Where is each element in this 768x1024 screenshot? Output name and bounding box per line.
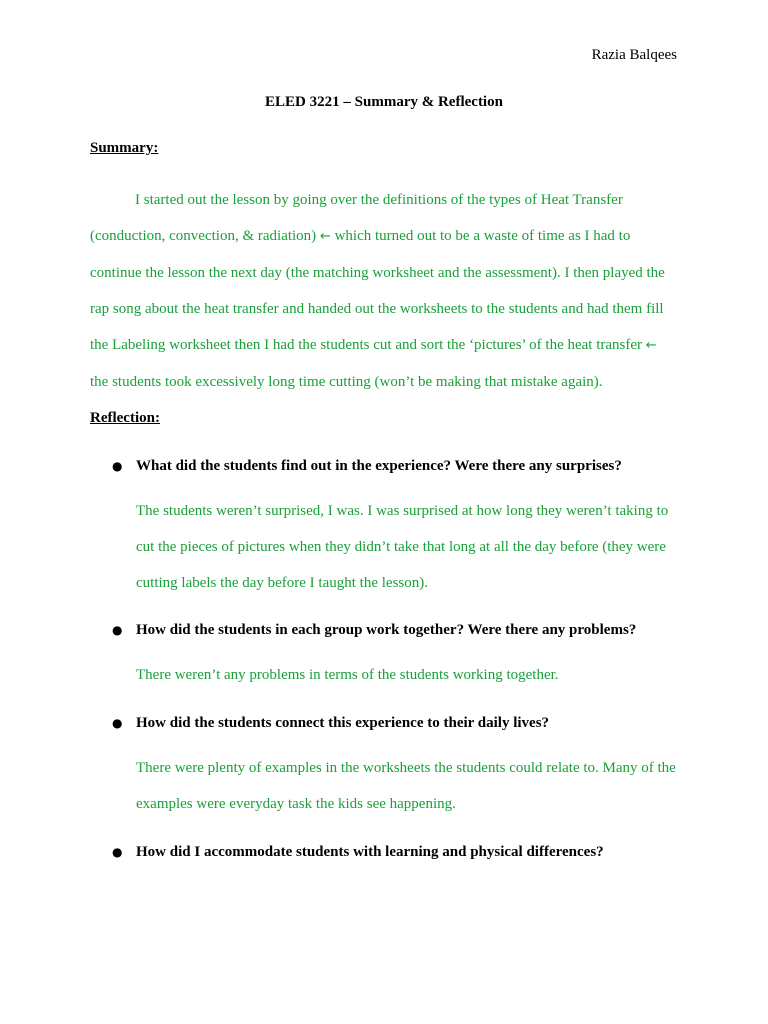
answer-line: cut the pieces of pictures when they didn’t take that long at all the day before (they were: [136, 539, 666, 555]
summary-line: continue the lesson the next day (the matching worksheet and the assessment). I then played the: [90, 265, 665, 281]
bullet-icon: ●: [112, 845, 123, 859]
summary-line: [90, 218, 680, 255]
answer-line: The students weren’t surprised, I was. I was surprised at how long they weren’t taking to: [136, 503, 669, 519]
summary-line: I started out the lesson by going over the definitions of the types of Heat Transfer: [135, 192, 623, 208]
question-text: How did I accommodate students with learning and physical differences?: [136, 844, 604, 860]
left-arrow-icon: ←: [319, 229, 331, 244]
reflection-heading: Reflection:: [90, 410, 160, 426]
summary-line-segment: (conduction, convection, & radiation): [90, 228, 317, 244]
reflection-question: [112, 619, 636, 641]
reflection-question: [112, 455, 622, 477]
document-title: ELED 3221 – Summary & Reflection: [265, 94, 503, 110]
answer-line: cutting labels the day before I taught the lesson).: [136, 575, 428, 591]
summary-paragraph: [90, 182, 680, 400]
answer-line: There were plenty of examples in the worksheets the students could relate to. Many of the: [136, 760, 676, 776]
summary-line: rap song about the heat transfer and handed out the worksheets to the students and had them fill: [90, 301, 664, 317]
summary-line: the students took excessively long time cutting (won’t be making that mistake again).: [90, 374, 603, 390]
summary-line: [90, 327, 680, 364]
question-text: What did the students find out in the experience? Were there any surprises?: [136, 458, 622, 474]
question-text: How did the students connect this experience to their daily lives?: [136, 715, 550, 731]
question-text: How did the students in each group work together? Were there any problems?: [136, 622, 637, 638]
bullet-icon: ●: [112, 623, 123, 637]
left-arrow-icon: ←: [645, 338, 657, 353]
reflection-answer: [136, 657, 559, 693]
summary-line-segment: the Labeling worksheet then I had the students cut and sort the ‘pictures’ of the heat transfer: [90, 337, 643, 353]
bullet-icon: ●: [112, 716, 123, 730]
summary-line-segment: which turned out to be a waste of time as I had to: [334, 228, 631, 244]
summary-heading: Summary:: [90, 140, 159, 156]
reflection-answer: [136, 493, 668, 601]
reflection-question: [112, 841, 604, 863]
reflection-answer: [136, 750, 676, 822]
answer-line: examples were everyday task the kids see happening.: [136, 796, 456, 812]
bullet-icon: ●: [112, 459, 123, 473]
answer-line: There weren’t any problems in terms of the students working together.: [136, 667, 559, 683]
author-name: Razia Balqees: [591, 47, 677, 63]
reflection-question: [112, 712, 549, 734]
